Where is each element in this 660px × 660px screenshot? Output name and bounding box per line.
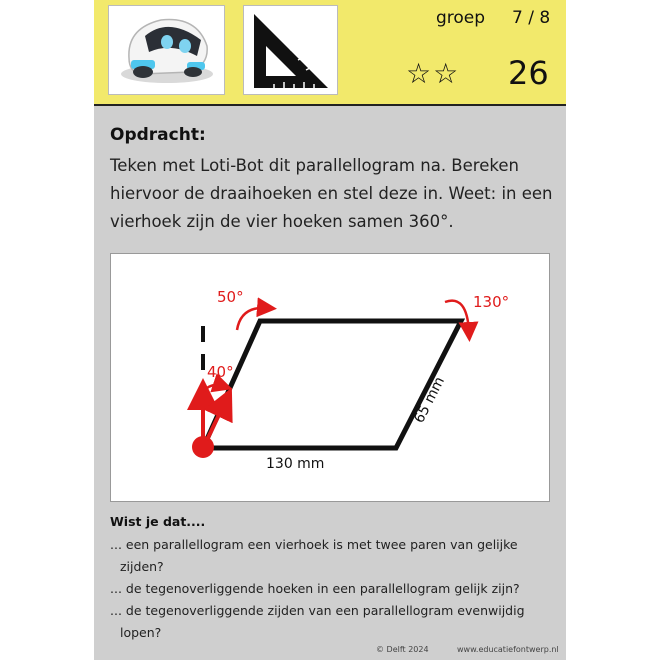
angle-arc-40 — [203, 385, 223, 392]
angle-label-130: 130° — [473, 293, 510, 311]
parallelogram-shape — [203, 321, 461, 448]
fact-line: ... de tegenoverliggende zijden van een parallellogram evenwijdig — [110, 603, 525, 618]
fact-item — [110, 600, 530, 644]
facts-list — [110, 534, 530, 644]
parallelogram-figure — [110, 253, 550, 502]
card-number: 26 — [508, 54, 549, 92]
footer-website: www.educatiefontwerp.nl — [457, 645, 559, 654]
fact-line: ... een parallellogram een vierhoek is met twee paren van gelijke — [110, 537, 518, 552]
heading-arrow-diagonal — [207, 402, 225, 440]
assignment-title: Opdracht: — [110, 125, 206, 145]
angle-label-40: 40° — [207, 363, 234, 381]
robot-image — [108, 5, 225, 95]
facts-title: Wist je dat.... — [110, 514, 206, 529]
difficulty-stars: ☆☆ — [406, 57, 461, 90]
group-label: groep — [436, 8, 486, 28]
fact-line-continued: zijden? — [120, 559, 164, 574]
footer-copyright: © Delft 2024 — [376, 645, 429, 654]
side-length-label: 65 mm — [411, 374, 449, 426]
group-value: 7 / 8 — [512, 8, 551, 28]
fact-line: ... de tegenoverliggende hoeken in een parallellogram gelijk zijn? — [110, 581, 520, 596]
bottom-length-label: 130 mm — [266, 456, 325, 472]
assignment-text: Teken met Loti-Bot dit parallellogram na. Bereken hiervoor de draaihoeken en stel deze in. Weet: in een vierhoek zijn de vier hoeken samen 360°. — [110, 156, 553, 231]
fact-item — [110, 578, 530, 600]
fact-line-continued: lopen? — [120, 625, 162, 640]
fact-item — [110, 534, 530, 578]
angle-label-50: 50° — [217, 288, 244, 306]
set-square-image — [243, 5, 338, 95]
